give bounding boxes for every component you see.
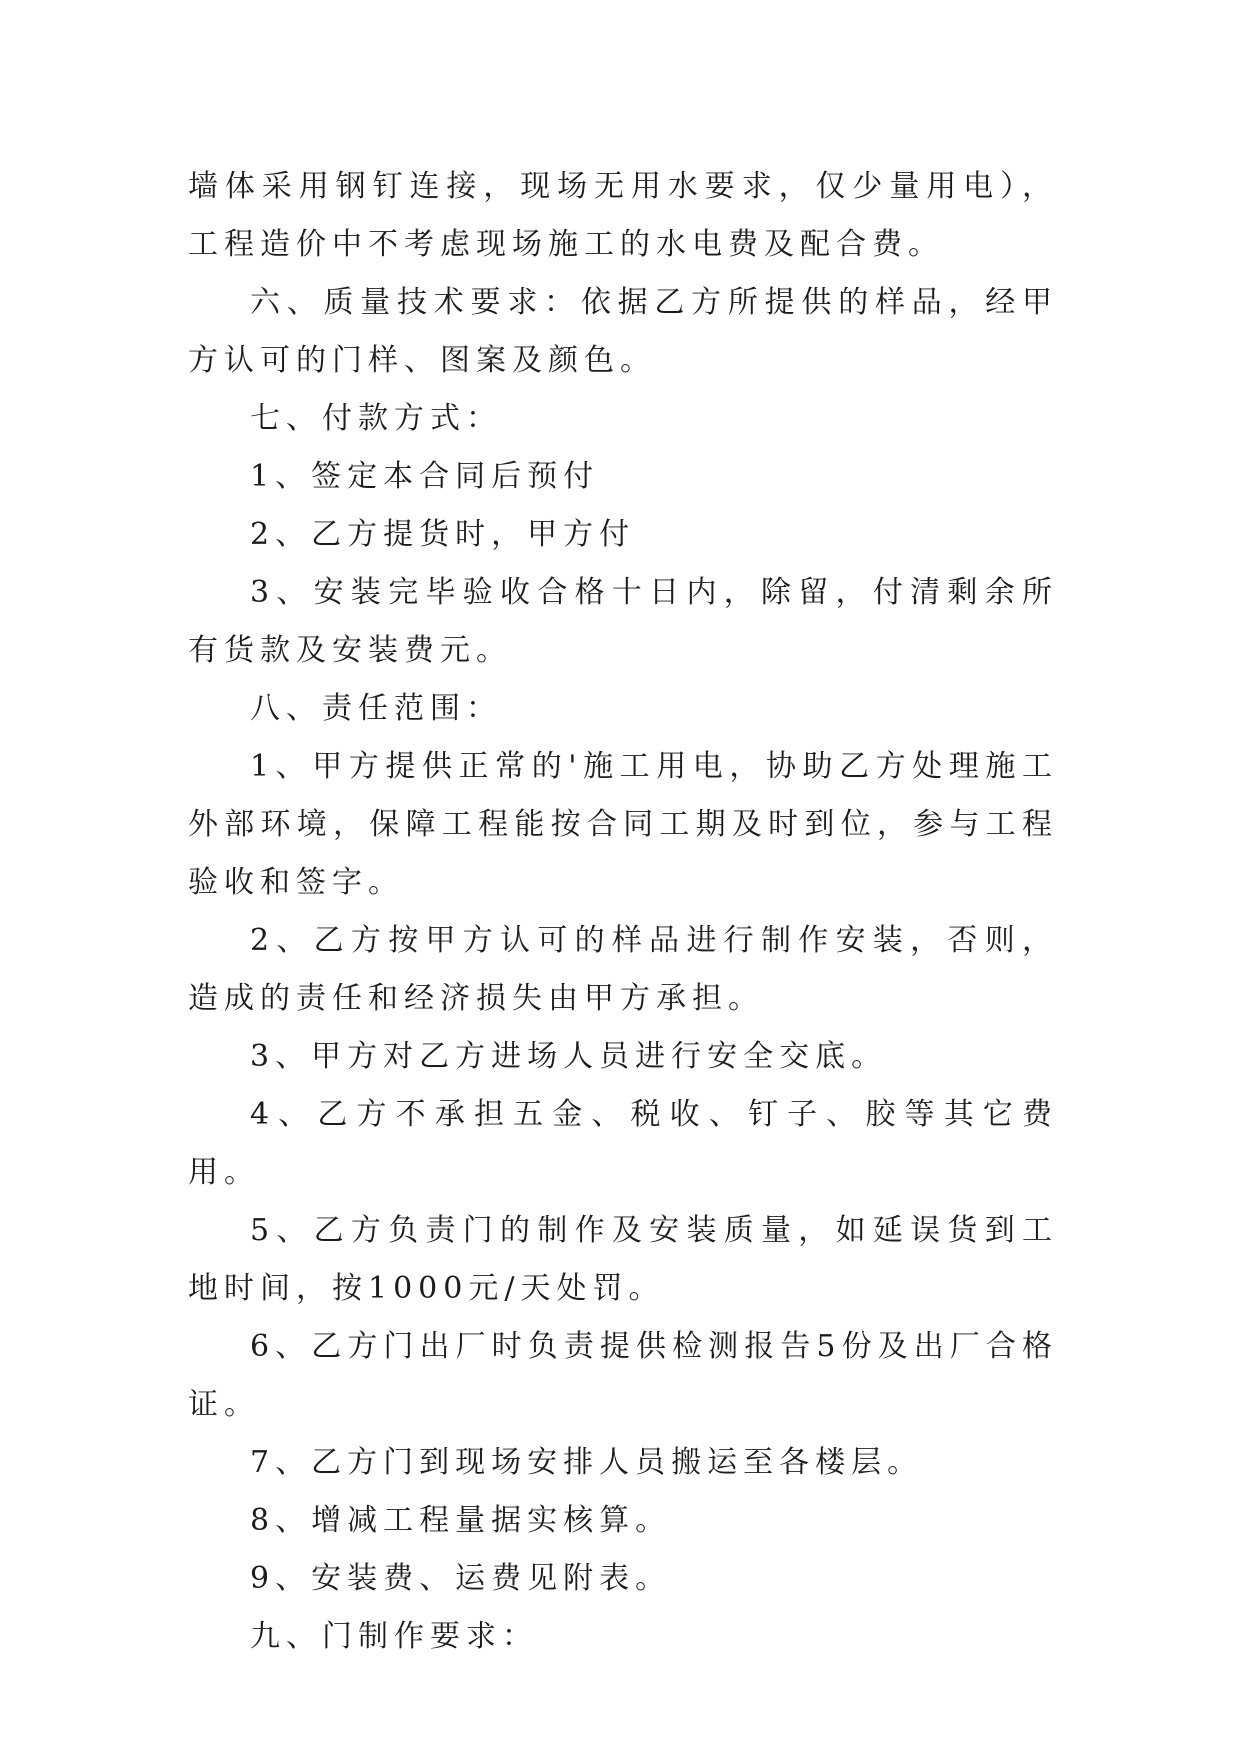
payment-item-1: 1、签定本合同后预付 bbox=[250, 459, 600, 494]
section-7-payment-heading: 七、付款方式： bbox=[250, 401, 502, 436]
section-6-quality-requirements: 六、质量技术要求：依据乙方所提供的样品，经甲方认可的门样、图案及颜色。 bbox=[188, 285, 1058, 378]
responsibility-item-6: 6、乙方门出厂时负责提供检测报告5份及出厂合格证。 bbox=[188, 1329, 1058, 1422]
responsibility-item-1: 1、甲方提供正常的'施工用电，协助乙方处理施工外部环境，保障工程能按合同工期及时到位，参与工程验收和签字。 bbox=[188, 749, 1058, 900]
document-body bbox=[188, 158, 1058, 1666]
paragraph-continuation: 墙体采用钢钉连接，现场无用水要求，仅少量用电），工程造价中不考虑现场施工的水电费及配合费。 bbox=[188, 169, 1058, 262]
payment-item-2: 2、乙方提货时，甲方付 bbox=[250, 517, 636, 552]
section-8-responsibility-heading: 八、责任范围： bbox=[250, 691, 502, 726]
responsibility-item-7: 7、乙方门到现场安排人员搬运至各楼层。 bbox=[250, 1445, 924, 1480]
responsibility-item-2: 2、乙方按甲方认可的样品进行制作安装，否则，造成的责任和经济损失由甲方承担。 bbox=[188, 923, 1058, 1016]
responsibility-item-8: 8、增减工程量据实核算。 bbox=[250, 1503, 672, 1538]
responsibility-item-3: 3、甲方对乙方进场人员进行安全交底。 bbox=[250, 1039, 888, 1074]
responsibility-item-9: 9、安装费、运费见附表。 bbox=[250, 1561, 672, 1596]
responsibility-item-5: 5、乙方负责门的制作及安装质量，如延误货到工地时间，按1000元/天处罚。 bbox=[188, 1213, 1058, 1306]
section-9-door-requirements-heading: 九、门制作要求： bbox=[250, 1619, 538, 1654]
responsibility-item-4: 4、乙方不承担五金、税收、钉子、胶等其它费用。 bbox=[188, 1097, 1058, 1190]
payment-item-3: 3、安装完毕验收合格十日内，除留，付清剩余所有货款及安装费元。 bbox=[188, 575, 1058, 668]
